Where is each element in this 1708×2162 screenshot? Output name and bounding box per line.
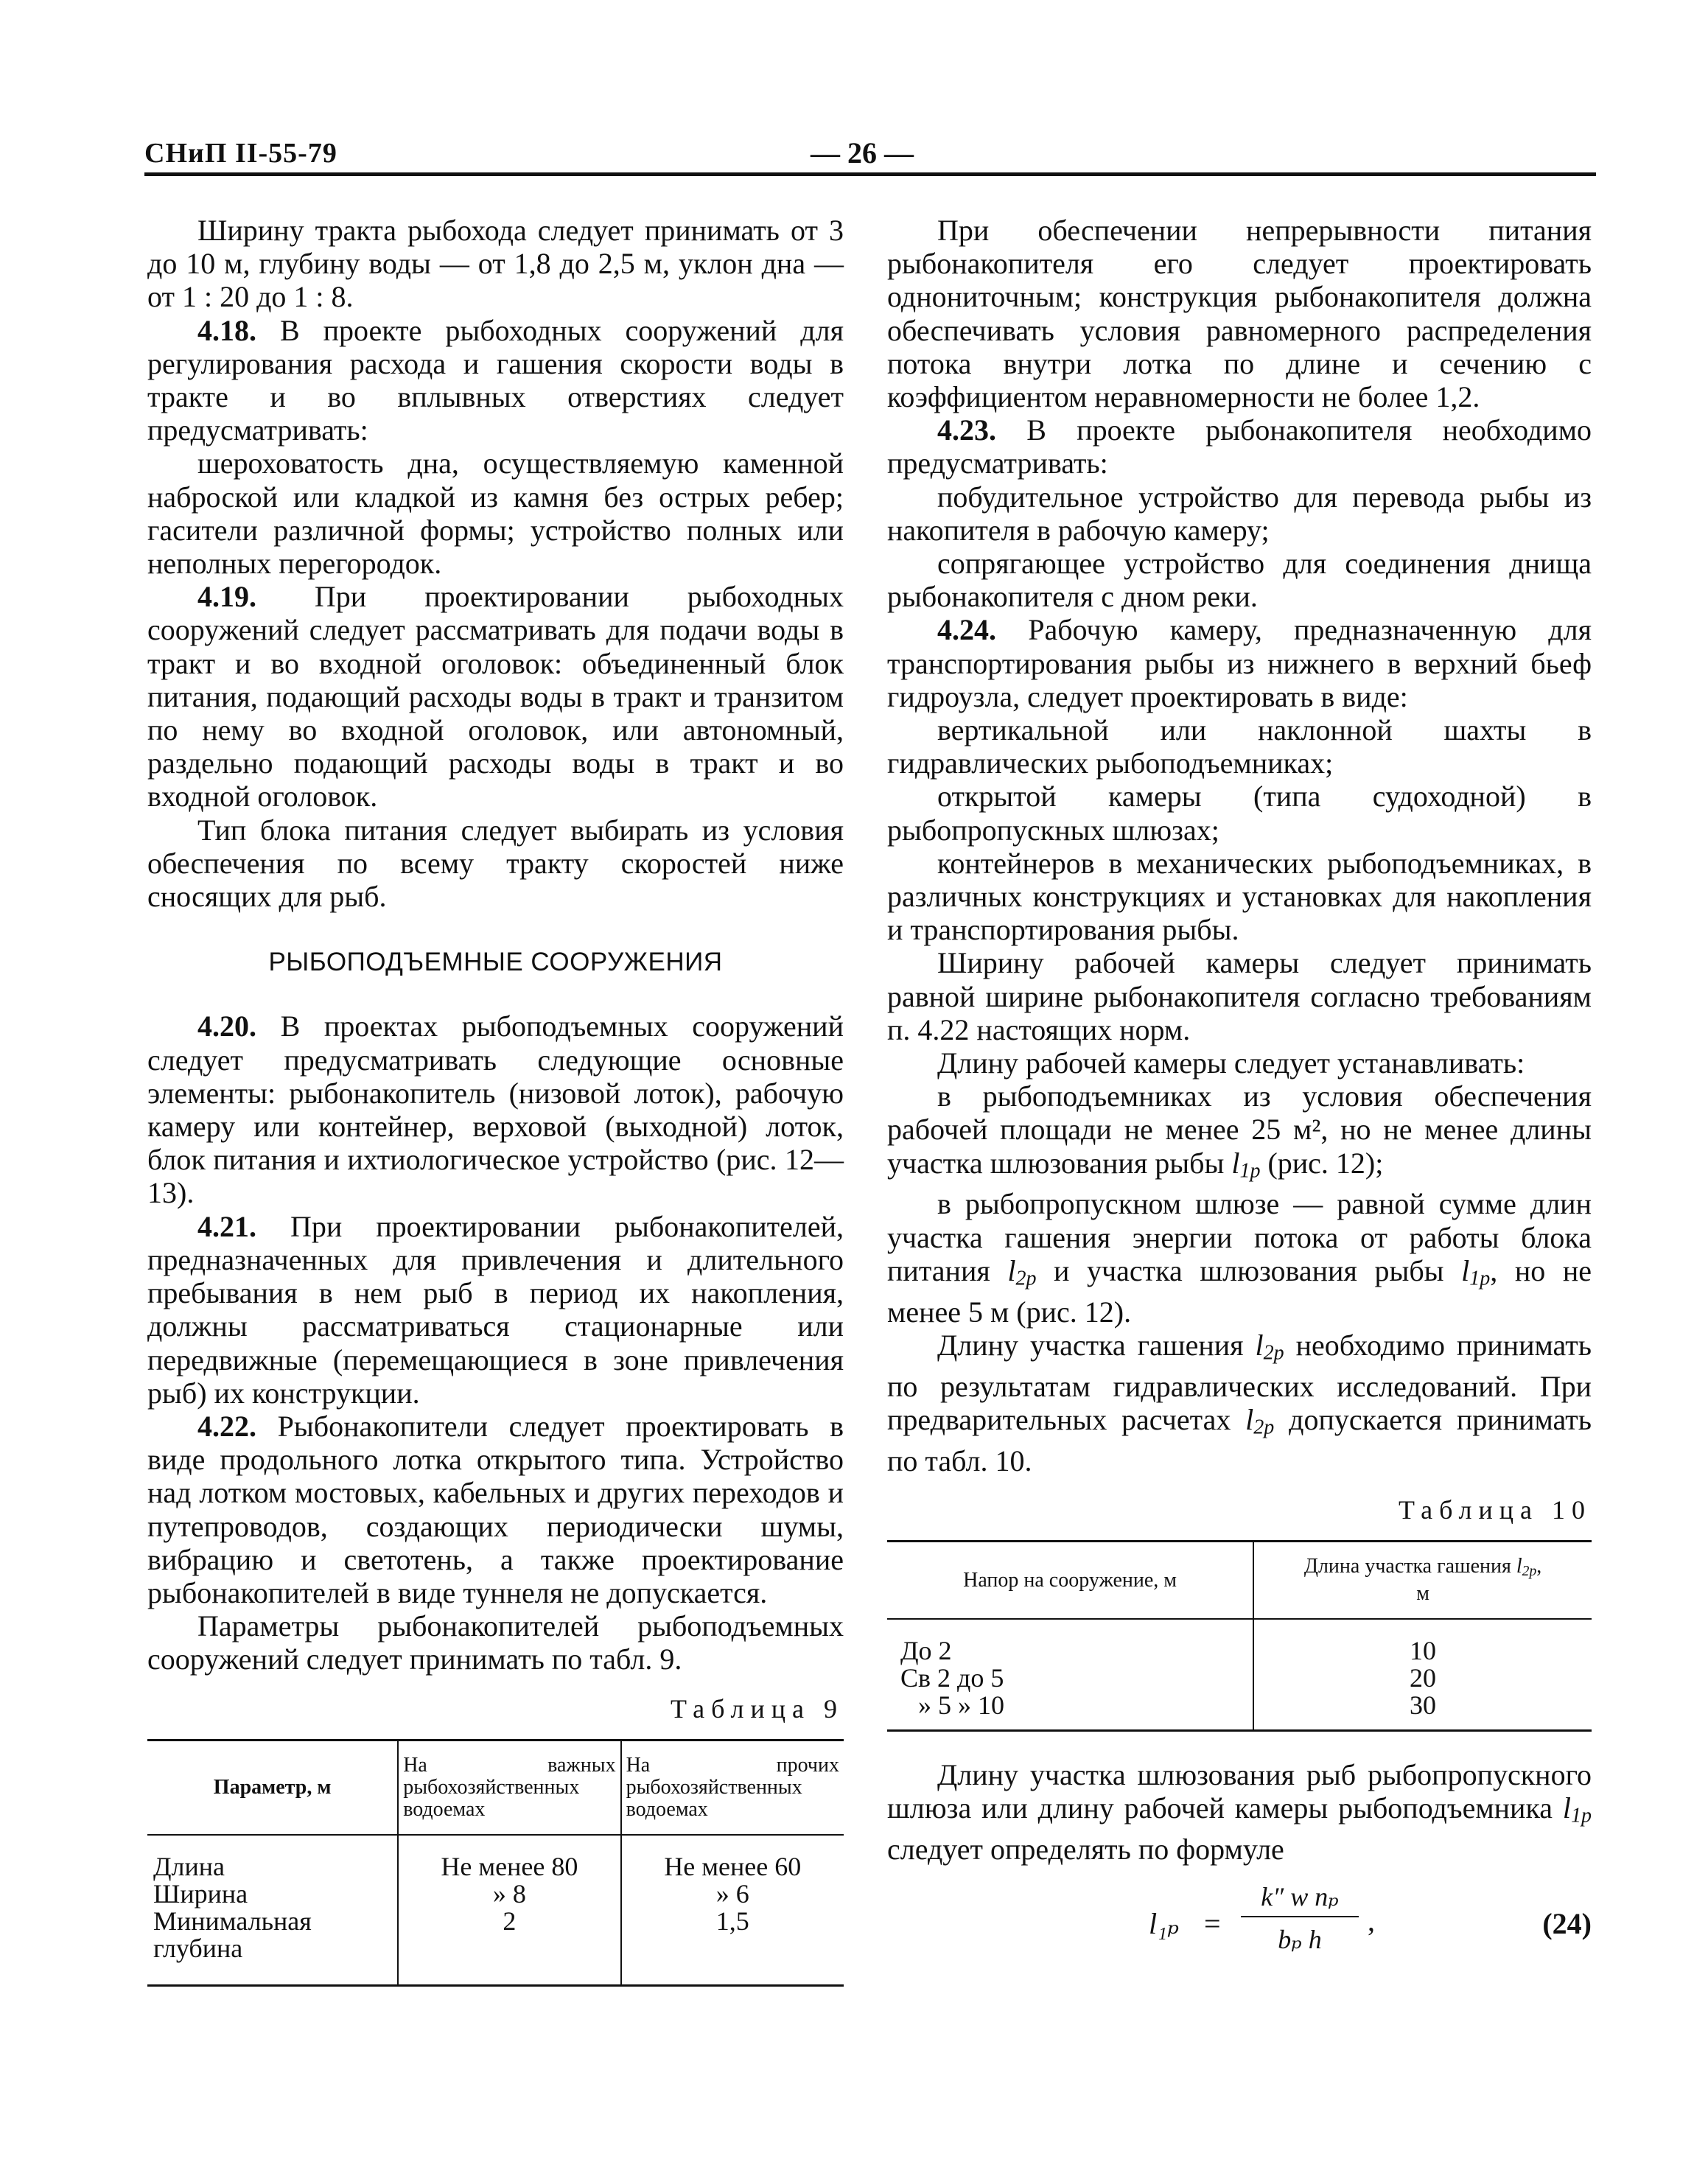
- right-column: [887, 214, 1592, 1966]
- text-run: Длину участка гашения: [937, 1328, 1256, 1362]
- table-9-other-cell: [621, 1835, 844, 1986]
- table-10: [887, 1540, 1592, 1732]
- paragraph-damping-length: [887, 1329, 1592, 1477]
- symbol-subscript: 2р: [1253, 1416, 1275, 1439]
- clause-text: В проектах рыбоподъемных сооружений следует предусматривать следующие основные элементы: рыбонакопитель (низовой лоток), рабочую камеру или контейнер, верховой (выходной) лоток, блок питания и ихтиологическое устройство (рис. 12—13).: [147, 1010, 844, 1210]
- clause-number: 4.19.: [197, 580, 256, 614]
- paragraph-4-23-b: сопрягающее устройство для соединения днища рыбонакопителя с дном реки.: [887, 547, 1592, 614]
- table-cell: 10: [1410, 1636, 1437, 1665]
- table-cell: » 8: [492, 1878, 526, 1909]
- symbol-l1p: [1231, 1146, 1261, 1183]
- paragraph-4-19: [147, 580, 844, 813]
- formula-fraction-bar: [1241, 1916, 1359, 1917]
- symbol-base: l: [1007, 1253, 1016, 1287]
- paragraph-power-unit-type: Тип блока питания следует выбирать из условия обеспечения по всему тракту скоростей ниже сносящих для рыб.: [147, 813, 844, 914]
- table-cell: Не менее 60: [664, 1851, 802, 1881]
- symbol-base: l: [1255, 1328, 1264, 1362]
- header-rule: [144, 172, 1596, 176]
- text-run: в рыбоподъемниках из условия обеспечения рабочей площади не менее 25 м², но не менее длины участка шлюзования рыбы: [887, 1080, 1592, 1180]
- table-cell: До 2: [900, 1636, 952, 1665]
- paragraph-formula-intro: [887, 1758, 1592, 1866]
- clause-number: 4.18.: [197, 313, 256, 347]
- text-run: и участка шлюзования рыбы: [1036, 1253, 1462, 1287]
- table-9-header-other: На прочих рыбохозяйственных водоемах: [621, 1740, 844, 1835]
- paragraph-tract-width: Ширину тракта рыбохода следует принимать от 3 до 10 м, глубину воды — от 1,8 до 2,5 м, уклон дна — от 1 : 20 до 1 : 8.: [147, 214, 844, 314]
- paragraph-4-21: [147, 1210, 844, 1410]
- paragraph-4-24: [887, 613, 1592, 713]
- table-cell: » 5 » 10: [918, 1690, 1004, 1720]
- clause-number: 4.22.: [197, 1409, 256, 1443]
- text-run: (рис. 12);: [1260, 1146, 1384, 1180]
- clause-text: Рыбонакопители следует проектировать в виде продольного лотка открытого типа. Устройство над лотком мостовых, кабельных и других переходов и путепроводов, создающих периодически шумы, вибрацию и светотень, а также проектирование рыбонакопителей в виде туннеля не допускается.: [147, 1409, 844, 1609]
- clause-number: 4.21.: [197, 1209, 256, 1243]
- clause-text: При проектировании рыбонакопителей, предназначенных для привлечения и длительного пребывания в нем рыб в период их накопления, должны рассматриваться стационарные или передвижные (перемещающиеся в зоне привлечения рыб) их конструкции.: [147, 1209, 844, 1410]
- paragraph-chamber-width: Ширину рабочей камеры следует принимать равной ширине рыбонакопителя согласно требованиям п. 4.22 настоящих норм.: [887, 946, 1592, 1046]
- paragraph-4-20: [147, 1010, 844, 1209]
- symbol-base: l: [1245, 1402, 1254, 1436]
- table-cell: 20: [1410, 1663, 1437, 1693]
- table-9-header-important: На важных рыбохозяйственных водоемах: [398, 1740, 620, 1835]
- formula-number: (24): [1542, 1907, 1592, 1941]
- table-9-important-cell: [398, 1835, 620, 1986]
- symbol-subscript: 2р: [1522, 1564, 1537, 1579]
- table-cell: Св 2 до 5: [900, 1663, 1004, 1693]
- formula-24: [887, 1882, 1592, 1966]
- formula-equals: =: [1204, 1907, 1221, 1941]
- table-10-label: Таблица 10: [1399, 1494, 1592, 1525]
- formula-lhs: l₁ₚ: [1149, 1907, 1180, 1941]
- text-run: следует определять по формуле: [887, 1833, 1284, 1866]
- clause-text: При проектировании рыбоходных сооружений следует рассматривать для подачи воды в тракт и во входной оголовок: объединенный блок питания, подающий расходы воды в тракт и транзитом по нему во входной оголовок, или автономный, раздельно подающий расходы воды в тракт и во входной оголовок.: [147, 580, 844, 814]
- table-cell: Длина: [153, 1851, 225, 1881]
- clause-text: Рабочую камеру, предназначенную для транспортирования рыбы из нижнего в верхний бьеф гидроузла, следует проектировать в виде:: [887, 613, 1592, 713]
- symbol-l1p: [1563, 1791, 1592, 1825]
- paragraph-4-18-list: шероховатость дна, осуществляемую каменной наброской или кладкой из камня без острых ребер; гасители различной формы; устройство полных или неполных перегородок.: [147, 447, 844, 581]
- table-cell: 1,5: [715, 1906, 749, 1936]
- paragraph-length-lift: [887, 1080, 1592, 1187]
- table-9-header-param: Параметр, м: [213, 1775, 332, 1799]
- clause-text: В проекте рыбоходных сооружений для регулирования расхода и гашения скорости воды в тракте и во вплывных отверстиях следует предусматривать:: [147, 313, 844, 447]
- page-number: — 26 —: [811, 136, 914, 169]
- paragraph-4-24-c: контейнеров в механических рыбоподъемниках, в различных конструкциях и установках для накопления и транспортирования рыбы.: [887, 846, 1592, 947]
- paragraph-4-18: [147, 314, 844, 447]
- paragraph-chamber-length: Длину рабочей камеры следует устанавливать:: [937, 1046, 1525, 1080]
- clause-text: В проекте рыбонакопителя необходимо предусматривать:: [887, 413, 1592, 480]
- symbol-subscript: 2р: [1263, 1341, 1284, 1365]
- header-unit: м: [1416, 1582, 1429, 1605]
- symbol-base: l: [1461, 1253, 1470, 1287]
- text-run: в рыбопропускном шлюзе — равной сумме длин участка гашения энергии потока от работы блока питания: [887, 1187, 1592, 1287]
- symbol-l2p: [1245, 1402, 1275, 1439]
- symbol-l2p: [1007, 1253, 1037, 1290]
- symbol-base: l: [1562, 1791, 1571, 1825]
- paragraph-length-lock: [887, 1187, 1592, 1328]
- table-cell: Не менее 80: [441, 1851, 578, 1881]
- symbol-base: l: [1231, 1146, 1240, 1180]
- table-9-label: Таблица 9: [671, 1693, 844, 1724]
- symbol-base: l: [1516, 1555, 1522, 1578]
- paragraph-4-24-a: вертикальной или наклонной шахты в гидравлических рыбоподъемниках;: [887, 713, 1592, 780]
- header-text: ,: [1536, 1555, 1542, 1578]
- clause-number: 4.24.: [937, 613, 996, 647]
- table-cell: Минимальная глубина: [153, 1906, 312, 1963]
- table-10-header-length: [1253, 1542, 1592, 1619]
- text-run: Длину участка шлюзования рыб рыбопропускного шлюза или длину рабочей камеры рыбоподъемника: [887, 1758, 1592, 1825]
- symbol-subscript: 1р: [1239, 1159, 1261, 1183]
- paragraph-params: Параметры рыбонакопителей рыбоподъемных сооружений следует принимать по табл. 9.: [147, 1609, 844, 1676]
- symbol-l2p: [1255, 1328, 1284, 1365]
- table-cell: » 6: [715, 1878, 749, 1909]
- text-run: , но не менее 5 м (рис. 12).: [887, 1253, 1592, 1329]
- clause-number: 4.23.: [937, 413, 996, 447]
- symbol-subscript: 1р: [1469, 1267, 1491, 1290]
- table-10-head-cell: [887, 1619, 1253, 1731]
- formula-comma: ,: [1368, 1904, 1375, 1938]
- table-9-param-cell: [147, 1835, 398, 1986]
- clause-number: 4.20.: [197, 1010, 256, 1043]
- table-10-header-head: Напор на сооружение, м: [963, 1568, 1177, 1592]
- text-run: допускается принимать по табл. 10.: [887, 1402, 1592, 1477]
- paragraph-4-24-b: открытой камеры (типа судоходной) в рыбопропускных шлюзах;: [887, 780, 1592, 847]
- table-cell: 2: [503, 1906, 517, 1936]
- table-9: [147, 1739, 844, 1987]
- header-text: Длина участка гашения: [1303, 1555, 1516, 1578]
- table-cell: Ширина: [153, 1878, 248, 1909]
- symbol-subscript: 1р: [1571, 1804, 1592, 1827]
- section-title: РЫБОПОДЪЕМНЫЕ СООРУЖЕНИЯ: [268, 948, 723, 977]
- text-run: необходимо принимать по результатам гидравлических исследований. При предварительных расчетах: [887, 1328, 1592, 1436]
- document-code: СНиП II-55-79: [144, 138, 337, 169]
- table-10-value-cell: [1253, 1619, 1592, 1731]
- left-column: [147, 214, 844, 1987]
- paragraph-4-23: [887, 413, 1592, 480]
- paragraph-continuity: При обеспечении непрерывности питания рыбонакопителя его следует проектировать однониточным; конструкция рыбонакопителя должна обеспечивать условия равномерного распределения потока внутри лотка по длине и сечению с коэффициентом неравномерности не более 1,2.: [887, 214, 1592, 414]
- paragraph-4-22: [147, 1410, 844, 1609]
- table-cell: 30: [1410, 1690, 1437, 1720]
- formula-denominator: bₚ h: [1278, 1925, 1322, 1955]
- symbol-l2p: [1516, 1555, 1536, 1578]
- formula-numerator: k″ w nₚ: [1261, 1882, 1339, 1912]
- symbol-subscript: 2р: [1015, 1267, 1037, 1290]
- symbol-l1p: [1461, 1253, 1491, 1290]
- paragraph-4-23-a: побудительное устройство для перевода рыбы из накопителя в рабочую камеру;: [887, 480, 1592, 547]
